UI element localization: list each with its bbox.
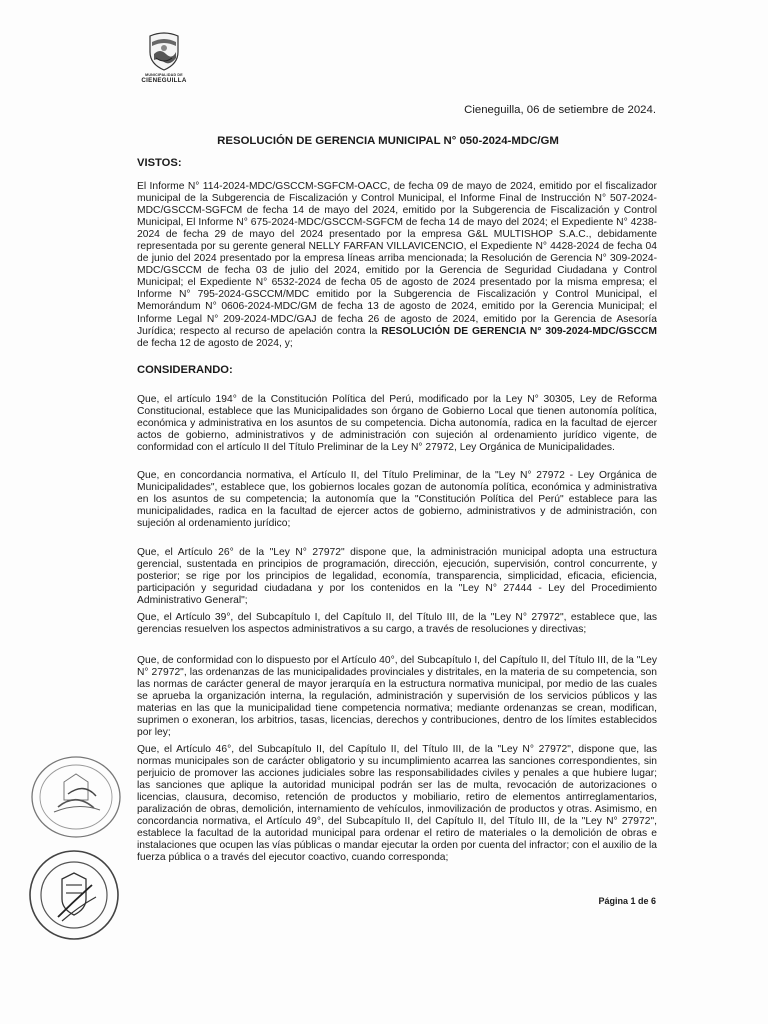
asesoria-juridica-stamp (22, 845, 122, 945)
cieneguilla-crest-icon (142, 28, 186, 72)
logo-name: CIENEGUILLA (141, 77, 187, 84)
considerando-paragraph-1: Que, el artículo 194° de la Constitución Política del Perú, modificado por la Ley N° 30305, Ley de Reforma Constitucional, establece que las Municipalidades son órgano de Gobierno Local que tienen autonomía política, económica y administrativa en los asuntos de su competencia. Dicha autonomía, radica en la facultad de ejercer actos de gobierno, administrativos y de administración con sujeción al ordenamiento jurídico vigente, de conformidad con el artículo II del Título Preliminar de la Ley N° 27972, Ley Orgánica de Municipalidades. (137, 394, 657, 454)
considerando-paragraph-6: Que, el Artículo 46°, del Subcapítulo II, del Capítulo II, del Título III, de la "Ley N° 27972", dispone que, las normas municipales son de carácter obligatorio y su incumplimiento acarrea las sanciones correspondientes, sin perjuicio de promover las acciones judiciales sobre las responsabilidades civiles y penales a que hubiere lugar; las sanciones que aplique la autoridad municipal podrán ser las de multa, revocación de autorizaciones o licencias, clausura, decomiso, retención de productos y mobiliario, retiro de elementos antirreglamentarios, paralización de obras, demolición, internamiento de vehículos, inmovilización de productos y otras. Asimismo, en concordancia normativa, el Artículo 49°, del Subcapítulo II, del Capítulo II, del Título III, de la "Ley N° 27972", establece la facultad de la autoridad municipal para ordenar el retiro de materiales o la demolición de obras e instalaciones que ocupen las vías públicas o mandar ejecutar la orden por cuenta del infractor; con el auxilio de la fuerza pública o a través del ejecutor coactivo, cuando corresponda; (137, 744, 657, 864)
vistos-paragraph (137, 181, 657, 350)
page-number: Página 1 de 6 (598, 896, 656, 906)
document-date: Cieneguilla, 06 de setiembre de 2024. (464, 104, 656, 116)
vistos-bold-reference: RESOLUCIÓN DE GERENCIA N° 309-2024-MDC/GSCCM (381, 325, 657, 337)
considerando-heading: CONSIDERANDO: (137, 364, 233, 376)
considerando-paragraph-5: Que, de conformidad con lo dispuesto por el Artículo 40°, del Subcapítulo I, del Capítulo II, del Título III, de la "Ley N° 27972", las ordenanzas de las municipalidades provinciales y distritales, en la materia de su competencia, son las normas de carácter general de mayor jerarquía en la estructura normativa municipal, por medio de las cuales se aprueba la organización interna, la regulación, administración y supervisión de los servicios públicos y las materias en las que la municipalidad tiene competencia normativa; mediante ordenanzas se crean, modifican, suprimen o exoneran, los arbitrios, tasas, licencias, derechos y contribuciones, dentro de los límites establecidos por ley; (137, 655, 657, 739)
vistos-tail: de fecha 12 de agosto de 2024, y; (137, 337, 293, 349)
logo-prefix: MUNICIPALIDAD DE (145, 73, 183, 77)
resolution-title: RESOLUCIÓN DE GERENCIA MUNICIPAL N° 050-2024-MDC/GM (217, 135, 559, 147)
considerando-paragraph-4: Que, el Artículo 39°, del Subcapítulo I, del Capítulo II, del Título III, de la "Ley N° 27972", establece que, las gerencias resuelven los aspectos administrativos a su cargo, a través de resoluciones y directivas; (137, 612, 657, 636)
considerando-paragraph-2: Que, en concordancia normativa, el Artículo II, del Título Preliminar, de la "Ley N° 27972 - Ley Orgánica de Municipalidades", establece que, los gobiernos locales gozan de autonomía política, económica y administrativa en los asuntos de su competencia; la autonomía que la "Constitución Política del Perú" establece para las municipalidades, radica en la facultad de ejercer actos de gobierno, administrativos y de administración, con sujeción al ordenamiento jurídico; (137, 470, 657, 530)
vistos-heading: VISTOS: (137, 157, 182, 169)
vistos-text: El Informe N° 114-2024-MDC/GSCCM-SGFCM-OACC, de fecha 09 de mayo de 2024, emitido por el fiscalizador municipal de la Subgerencia de Fiscalización y Control Municipal, el Informe Final de Instrucción N° 507-2024-MDC/GSCCM-SGFCM de fecha 14 de mayo del 2024, emitido por la Subgerencia de Fiscalización y Control Municipal, El Informe N° 675-2024-MDC/GSCCM-SGFCM de fecha 14 de mayo del 2024; el Expediente N° 4238-2024 de fecha 29 de mayo del 2024 presentado por la empresa G&L MULTISHOP S.A.C., debidamente representada por su gerente general NELLY FARFAN VILLAVICENCIO, el Expediente N° 4428-2024 de fecha 04 de junio del 2024 presentado por la empresa líneas arriba mencionada; la Resolución de Gerencia N° 309-2024-MDC/GSCCM de fecha 03 de julio del 2024, emitido por la Gerencia de Seguridad Ciudadana y Control Municipal; el Expediente N° 6532-2024 de fecha 05 de agosto de 2024 presentado por la misma empresa; el Informe N° 795-2024-GSCCM/MDC emitido por la Subgerencia de Fiscalización y Control Municipal, el Memorándum N° 0606-2024-MDC/GM de fecha 13 de agosto de 2024, emitido por la Gerencia Municipal; el Informe Legal N° 209-2024-MDC/GAJ de fecha 26 de agosto de 2024, emitido por la Gerencia de Asesoría Jurídica; respecto al recurso de apelación contra la (137, 181, 657, 337)
municipality-logo (136, 28, 192, 84)
gerencia-stamp (24, 752, 124, 842)
considerando-paragraph-3: Que, el Artículo 26° de la "Ley N° 27972" dispone que, la administración municipal adopta una estructura gerencial, sustentada en principios de programación, dirección, ejecución, supervisión, control concurrente, y posterior; se rige por los principios de legalidad, economía, transparencia, simplicidad, eficacia, eficiencia, participación y seguridad ciudadana y por los contenidos en la "Ley N° 27444 - Ley del Procedimiento Administrativo General"; (137, 547, 657, 607)
